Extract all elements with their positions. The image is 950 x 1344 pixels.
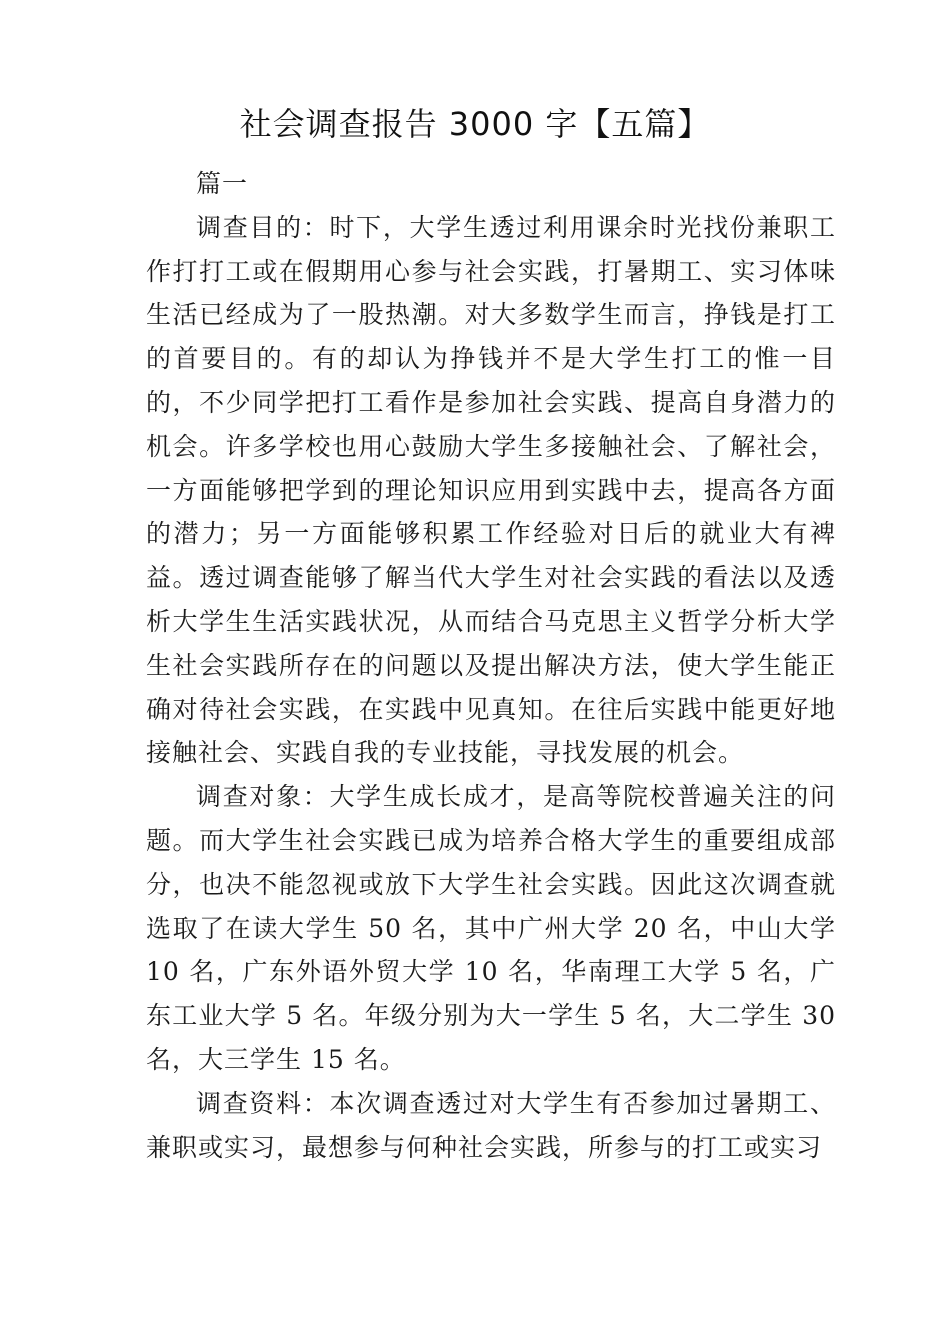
document-title: 社会调查报告 3000 字【五篇】 [239,105,711,143]
section-heading: 篇一 [196,169,249,198]
paragraph-purpose: 调查目的：时下，大学生透过利用课余时光找份兼职工作打打工或在假期用心参与社会实践，打暑期工、实习体味生活已经成为了一股热潮。对大多数学生而言，挣钱是打工的首要目的。有的却认为挣钱并不是大学生打工的惟一目的，不少同学把打工看作是参加社会实践、提高自身潜力的机会。许多学校也用心鼓励大学生多接触社会、了解社会，一方面能够把学到的理论知识应用到实践中去，提高各方面的潜力；另一方面能够积累工作经验对日后的就业大有裨益。透过调查能够了解当代大学生对社会实践的看法以及透析大学生生活实践状况，从而结合马克思主义哲学分析大学生社会实践所存在的问题以及提出解决方法，使大学生能正确对待社会实践，在实践中见真知。在往后实践中能更好地接触社会、实践自我的专业技能，寻找发展的机会。 [146,212,836,768]
paragraph-materials: 调查资料：本次调查透过对大学生有否参加过暑期工、兼职或实习，最想参与何种社会实践，所参与的打工或实习 [146,1088,836,1162]
document-body [146,162,836,1169]
paragraph-subjects: 调查对象：大学生成长成才，是高等院校普遍关注的问题。而大学生社会实践已成为培养合格大学生的重要组成部分，也决不能忽视或放下大学生社会实践。因此这次调查就选取了在读大学生 50 名，其中广州大学 20 名，中山大学 10 名，广东外语外贸大学 10 名，华南理工大学 5 名，广东工业大学 5 名。年级分别为大一学生 5 名，大二学生 30 名，大三学生 15 名。 [146,782,836,1074]
